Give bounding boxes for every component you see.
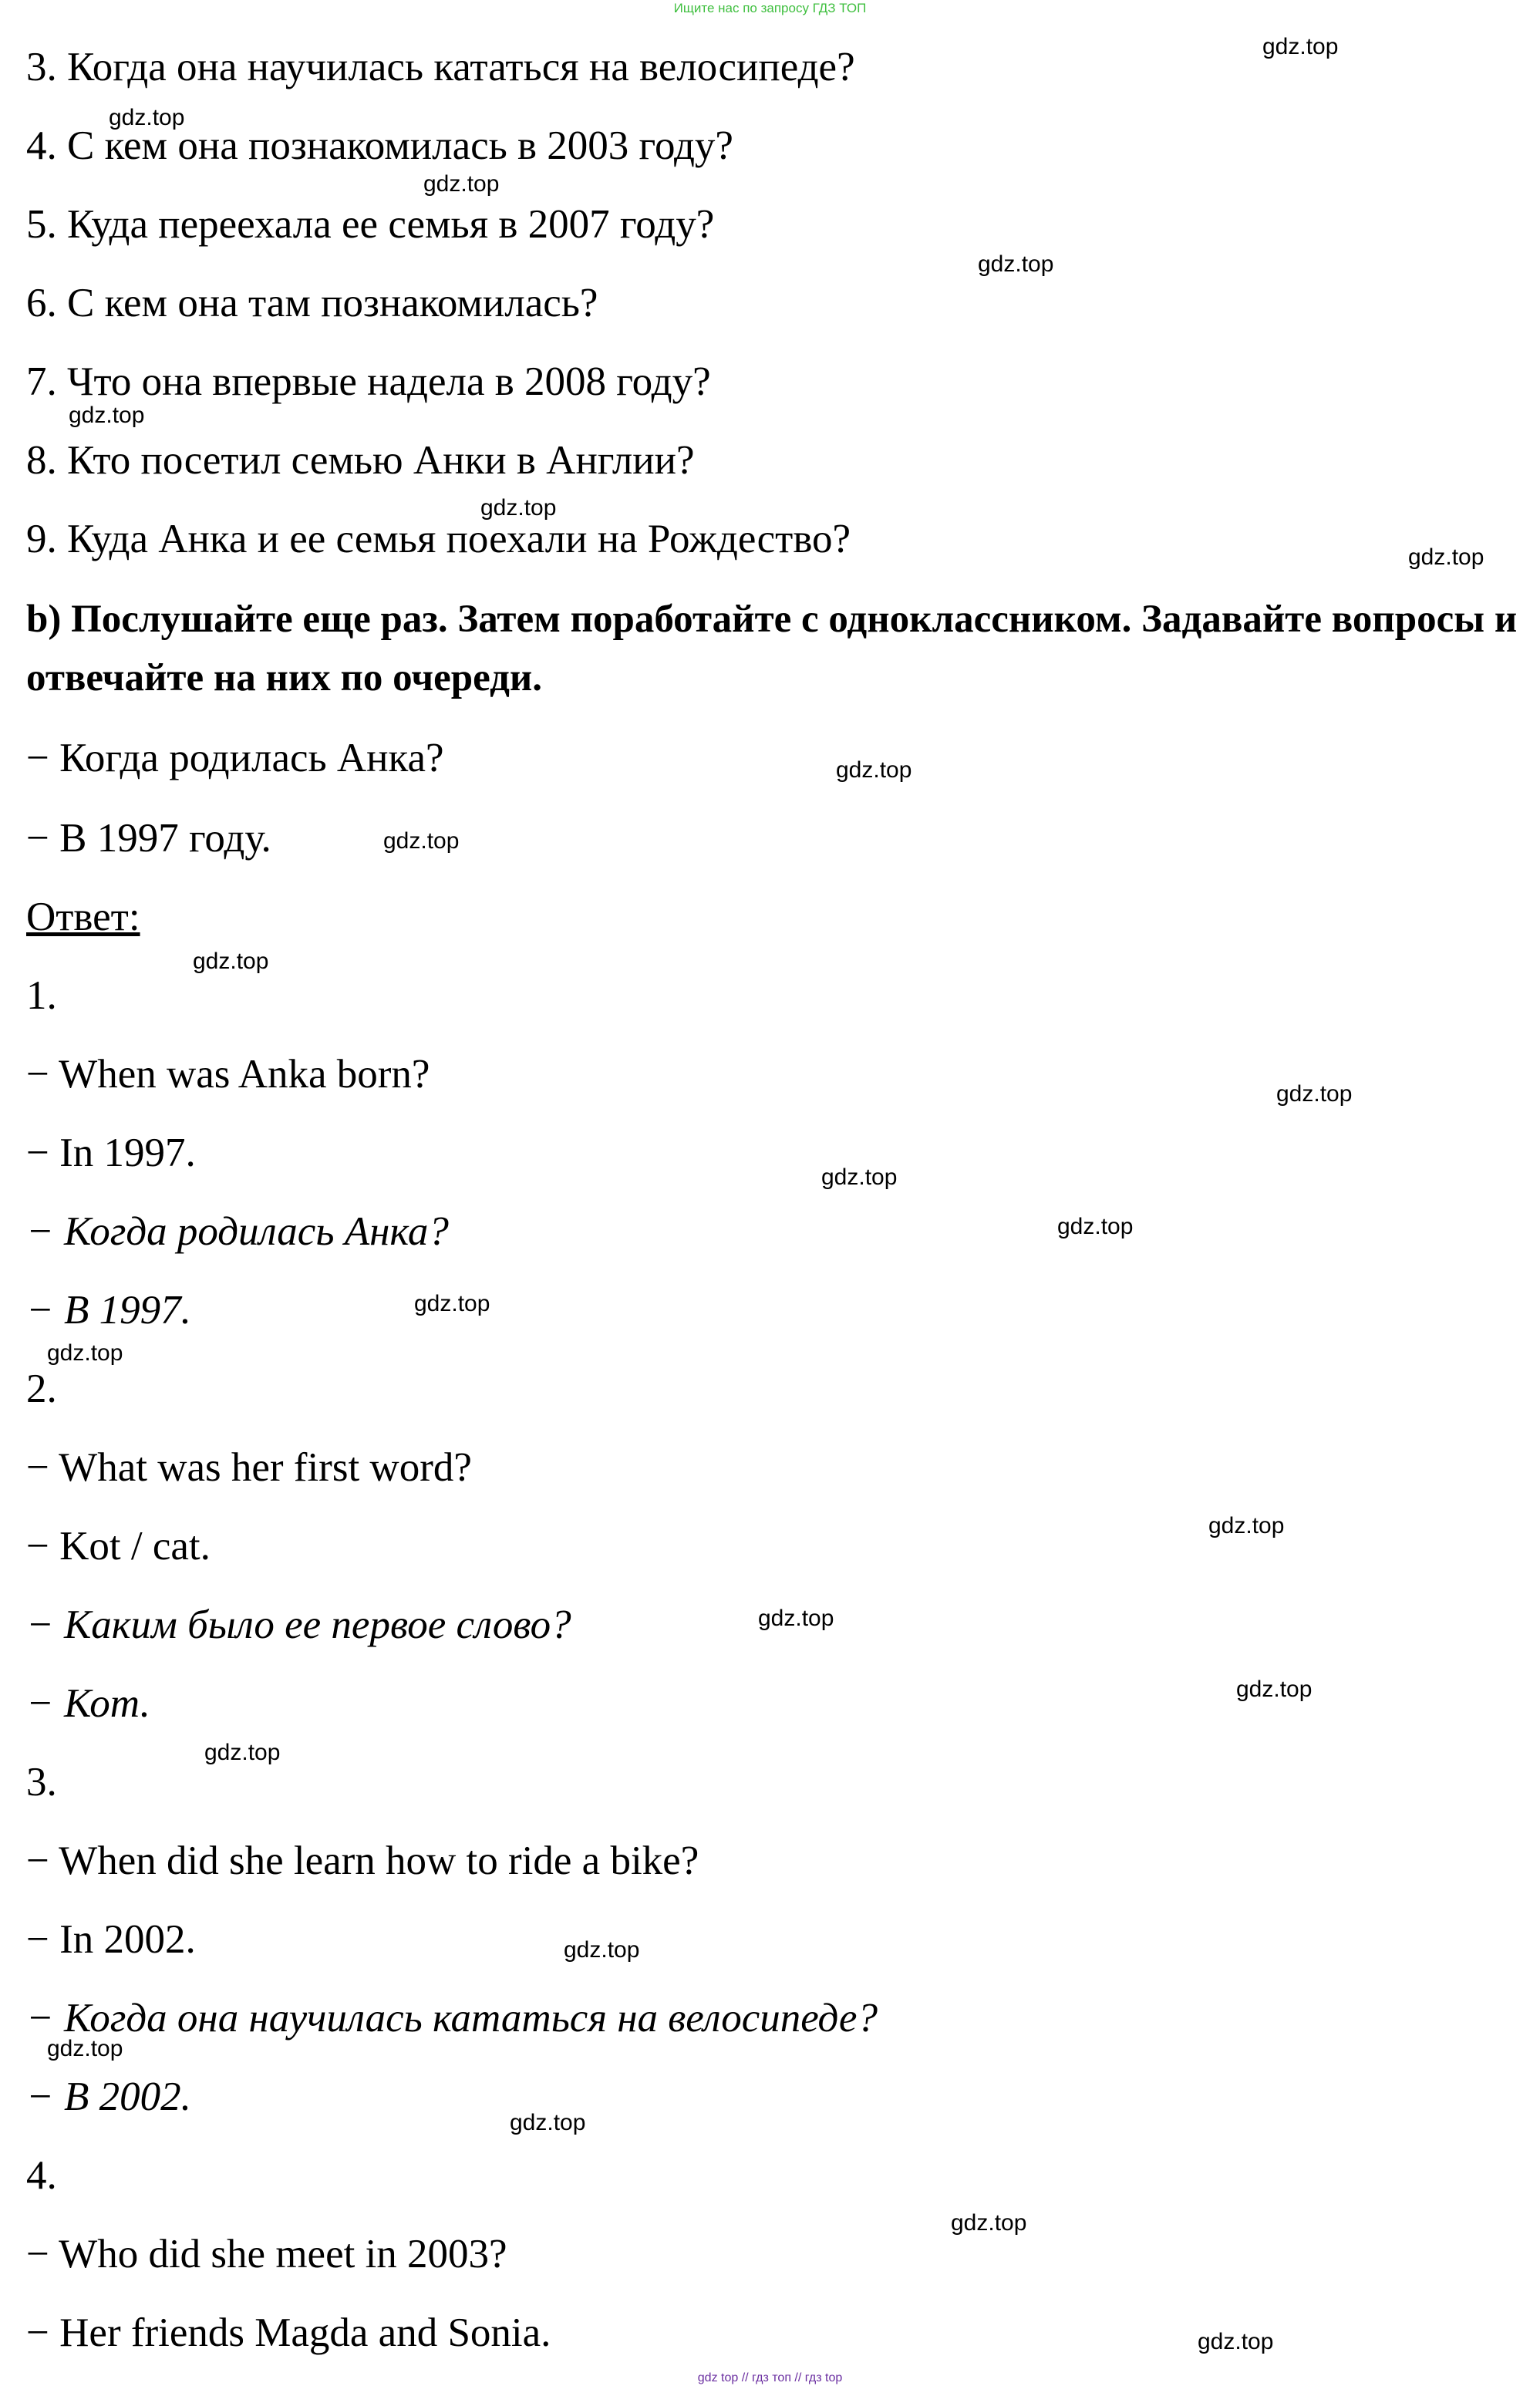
question-9: 9. Куда Анка и ее семья поехали на Рождество? <box>26 517 851 561</box>
watermark: gdz.top <box>1236 1677 1313 1702</box>
watermark: gdz.top <box>480 495 557 521</box>
task-b-instruction: b) Послушайте еще раз. Затем поработайте с одноклассником. Задавайте вопросы и отвечайте на них по очереди. <box>26 598 1518 699</box>
question-8: 8. Кто посетил семью Анки в Англии? <box>26 438 695 483</box>
question-5: 5. Куда переехала ее семья в 2007 году? <box>26 202 715 247</box>
watermark: gdz.top <box>1276 1081 1353 1107</box>
answer-3-question-ru: − Когда она научилась кататься на велосипеде? <box>26 1996 878 2041</box>
answer-1-number: 1. <box>26 973 57 1018</box>
answer-1-question-ru: − Когда родилась Анка? <box>26 1209 449 1254</box>
watermark: gdz.top <box>1262 34 1339 59</box>
watermark: gdz.top <box>69 403 145 428</box>
watermark: gdz.top <box>951 2210 1027 2236</box>
answer-3-answer-en: − In 2002. <box>26 1917 196 1962</box>
question-3: 3. Когда она научилась кататься на велосипеде? <box>26 45 855 89</box>
watermark: gdz.top <box>383 828 460 854</box>
answer-3-question-en: − When did she learn how to ride a bike? <box>26 1838 699 1883</box>
watermark: gdz.top <box>564 1937 640 1963</box>
example-question: − Когда родилась Анка? <box>26 736 444 780</box>
watermark: gdz.top <box>1057 1214 1134 1239</box>
watermark: gdz.top <box>109 105 185 130</box>
top-banner[interactable]: Ищите нас по запросу ГДЗ ТОП <box>673 1 867 15</box>
answer-1-answer-en: − In 1997. <box>26 1131 196 1175</box>
watermark: gdz.top <box>758 1606 834 1631</box>
watermark: gdz.top <box>978 251 1054 277</box>
watermark: gdz.top <box>47 1340 123 1366</box>
bottom-banner[interactable]: gdz top // гдз топ // гдз top <box>697 2371 843 2384</box>
answer-2-answer-ru: − Кот. <box>26 1681 150 1726</box>
watermark: gdz.top <box>204 1740 281 1765</box>
answer-2-question-en: − What was her first word? <box>26 1445 472 1490</box>
answer-label: Ответ: <box>26 895 140 939</box>
watermark: gdz.top <box>1408 544 1484 570</box>
question-4: 4. С кем она познакомилась в 2003 году? <box>26 123 733 168</box>
answer-1-question-en: − When was Anka born? <box>26 1052 430 1097</box>
watermark: gdz.top <box>1198 2329 1274 2354</box>
watermark: gdz.top <box>510 2110 586 2135</box>
watermark: gdz.top <box>423 171 500 197</box>
answer-3-answer-ru: − В 2002. <box>26 2074 191 2119</box>
watermark: gdz.top <box>414 1291 490 1316</box>
question-6: 6. С кем она там познакомилась? <box>26 281 598 325</box>
question-7: 7. Что она впервые надела в 2008 году? <box>26 359 711 404</box>
answer-3-number: 3. <box>26 1760 57 1805</box>
answer-4-question-en: − Who did she meet in 2003? <box>26 2232 507 2276</box>
watermark: gdz.top <box>836 757 912 783</box>
answer-4-answer-en: − Her friends Magda and Sonia. <box>26 2310 551 2355</box>
watermark: gdz.top <box>1208 1513 1285 1538</box>
answer-1-answer-ru: − В 1997. <box>26 1288 191 1333</box>
example-answer: − В 1997 году. <box>26 816 271 861</box>
answer-2-number: 2. <box>26 1367 57 1411</box>
watermark: gdz.top <box>47 2036 123 2061</box>
watermark: gdz.top <box>193 949 269 974</box>
answer-2-answer-en: − Kot / cat. <box>26 1524 211 1569</box>
answer-4-number: 4. <box>26 2153 57 2198</box>
answer-2-question-ru: − Каким было ее первое слово? <box>26 1602 571 1647</box>
watermark: gdz.top <box>821 1164 898 1190</box>
